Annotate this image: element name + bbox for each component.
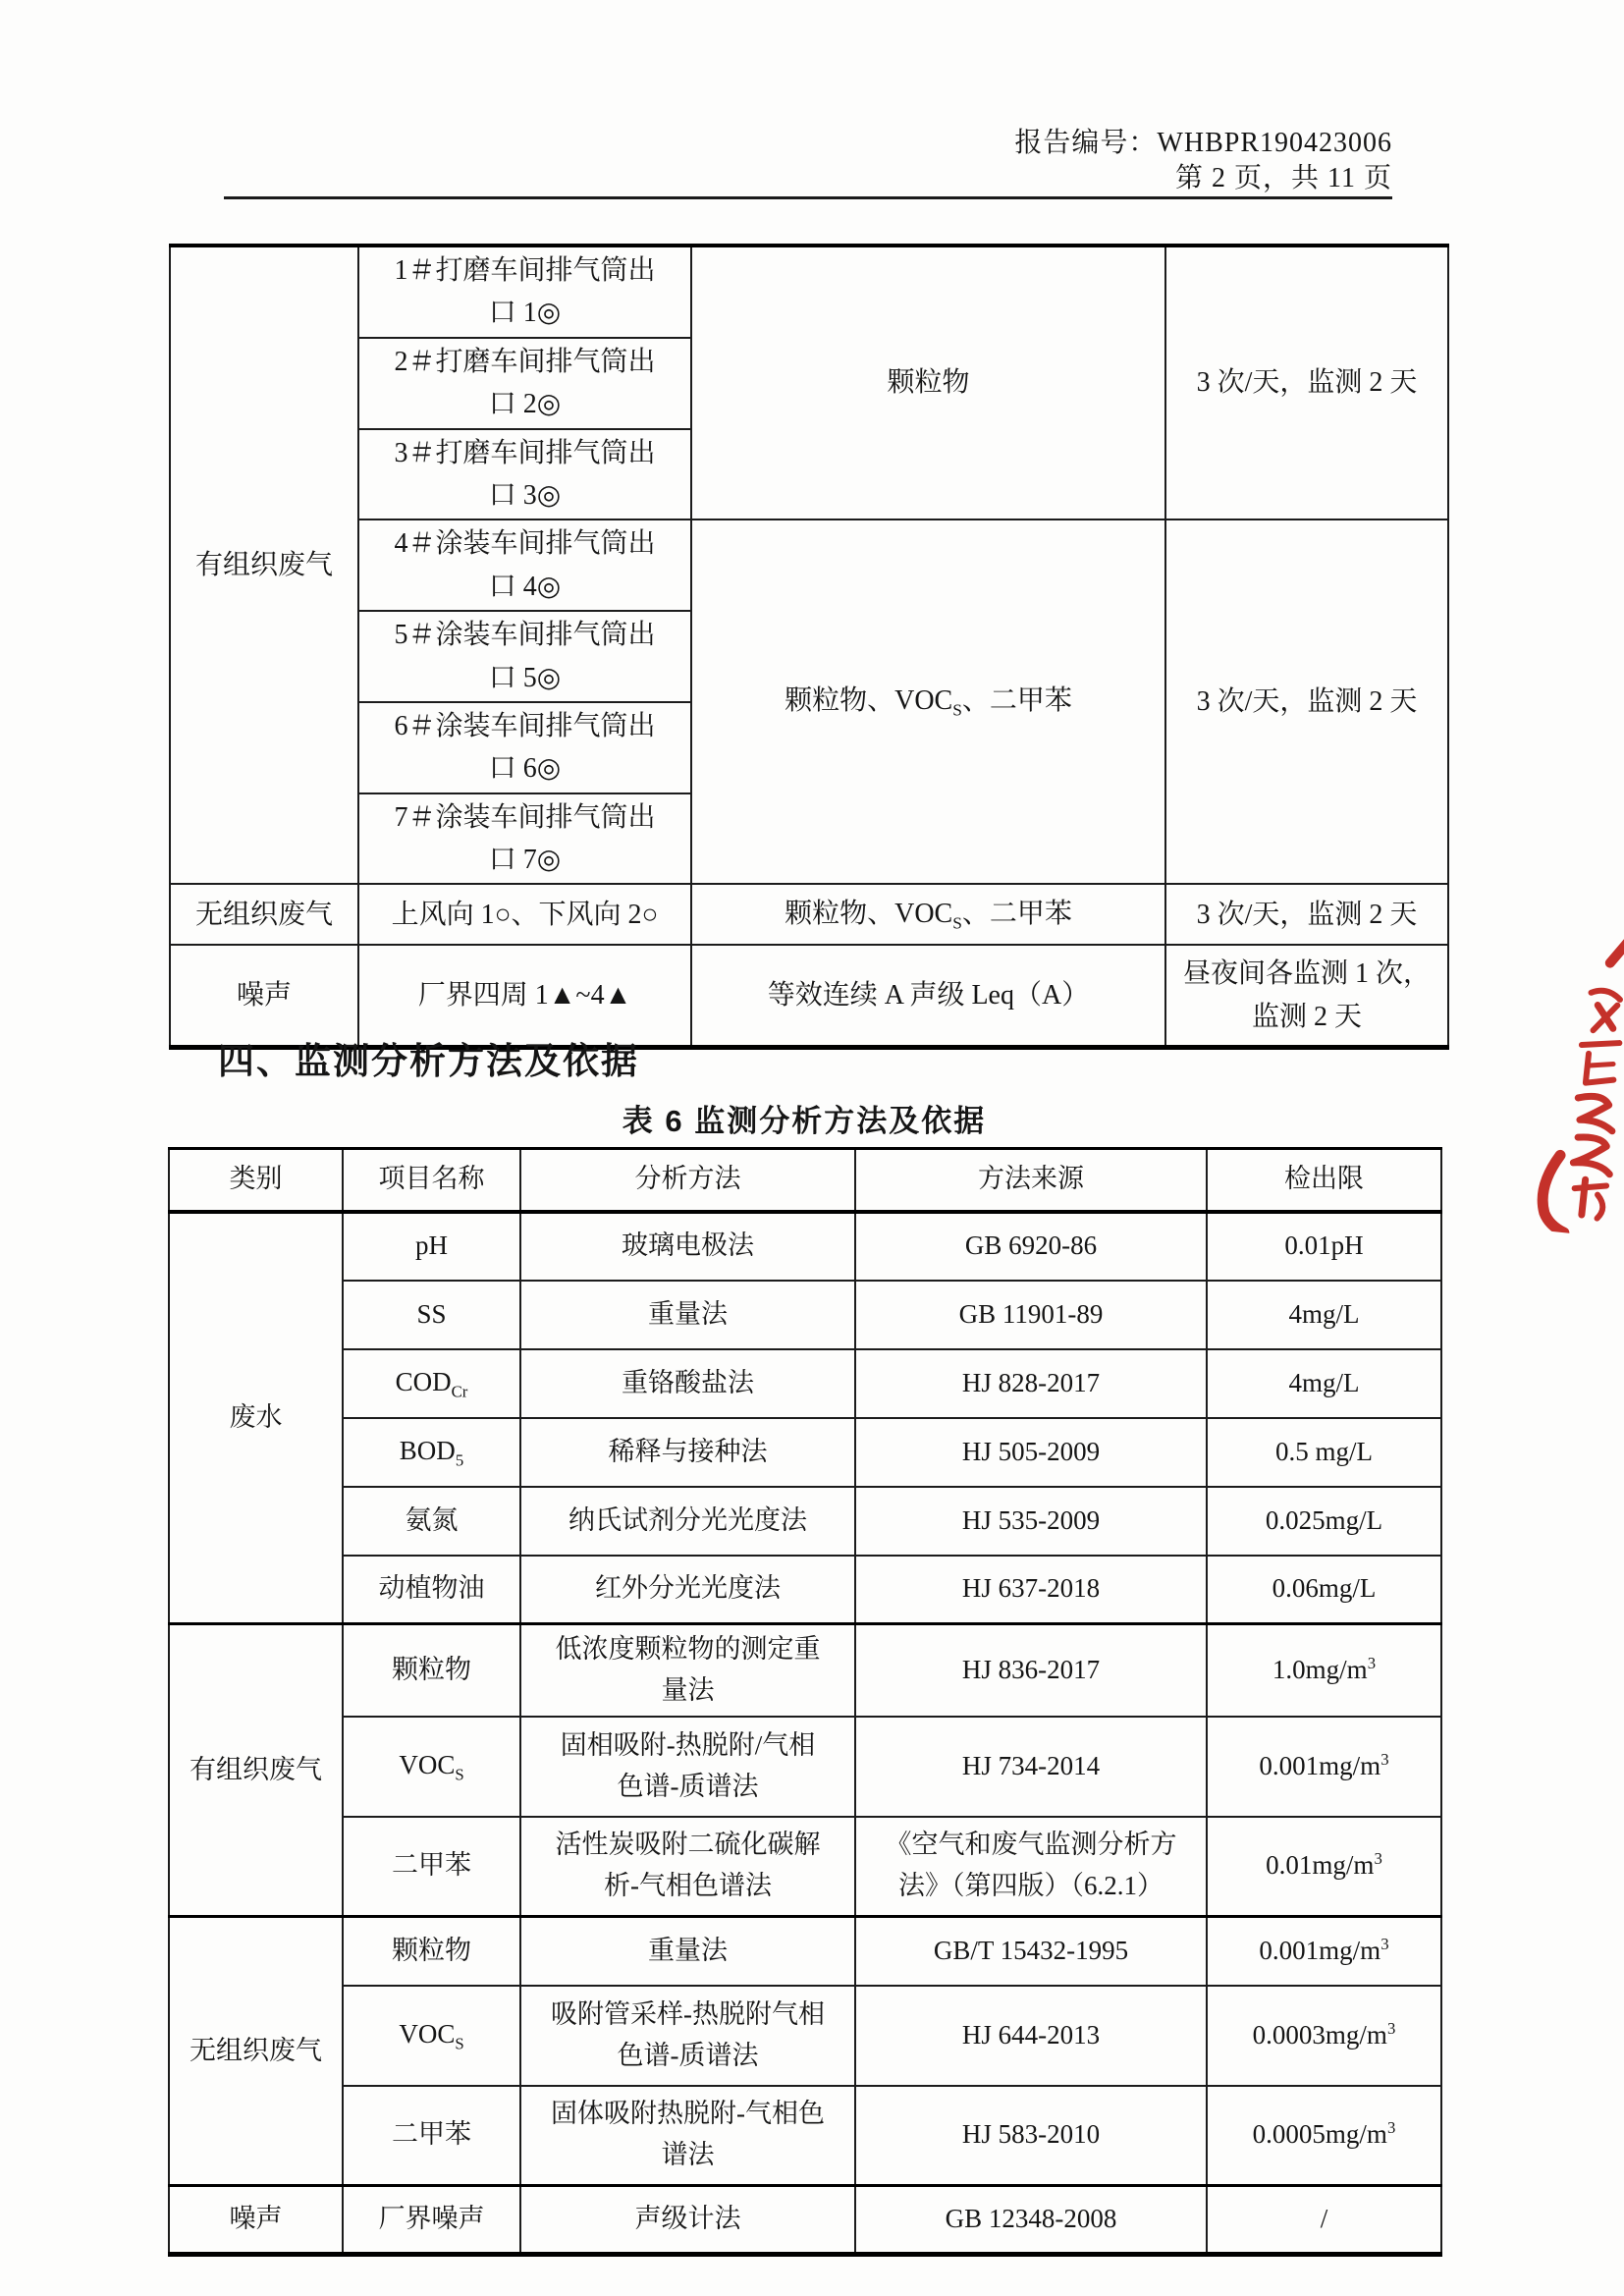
col-header-item: 项目名称 [343,1149,520,1212]
source-cell: HJ 836-2017 [855,1624,1207,1717]
outlet-cell: 6＃涂装车间排气筒出 口 6◎ [358,702,691,793]
method-cell: 声级计法 [520,2186,855,2255]
item-cell: 二甲苯 [343,2086,520,2186]
method-cell: 活性炭吸附二硫化碳解 析-气相色谱法 [520,1817,855,1917]
source-cell: HJ 583-2010 [855,2086,1207,2186]
table-row [169,1418,1441,1487]
item-cell: 二甲苯 [343,1817,520,1917]
category-cell: 无组织废气 [170,884,358,945]
source-cell: GB 6920-86 [855,1212,1207,1281]
item-cell: 氨氮 [343,1487,520,1556]
limit-cell: 0.01pH [1207,1212,1441,1281]
method-cell: 固相吸附-热脱附/气相 色谱-质谱法 [520,1717,855,1817]
method-cell: 固体吸附热脱附-气相色 谱法 [520,2086,855,2186]
frequency-cell: 3 次/天，监测 2 天 [1165,884,1448,945]
method-cell: 吸附管采样-热脱附气相 色谱-质谱法 [520,1986,855,2086]
category-cell: 废水 [169,1212,343,1624]
table-row [169,1281,1441,1349]
items-cell: 等效连续 A 声级 Leq（A） [691,945,1165,1047]
outlet-cell: 7＃涂装车间排气筒出 口 7◎ [358,793,691,885]
item-cell: 动植物油 [343,1556,520,1624]
points-cell: 上风向 1○、下风向 2○ [358,884,691,945]
category-cell: 有组织废气 [170,246,358,884]
points-cell: 厂界四周 1▲~4▲ [358,945,691,1047]
category-cell: 噪声 [169,2186,343,2255]
table-row [169,1556,1441,1624]
header-divider [224,196,1392,199]
table-row [169,1349,1441,1418]
frequency-cell: 3 次/天，监测 2 天 [1165,246,1448,519]
col-header-source: 方法来源 [855,1149,1207,1212]
category-cell: 无组织废气 [169,1917,343,2186]
frequency-cell: 3 次/天，监测 2 天 [1165,519,1448,884]
method-cell: 重量法 [520,1917,855,1986]
item-cell: 厂界噪声 [343,2186,520,2255]
source-cell: HJ 637-2018 [855,1556,1207,1624]
table-row [169,1487,1441,1556]
source-cell: GB/T 15432-1995 [855,1917,1207,1986]
source-cell: HJ 505-2009 [855,1418,1207,1487]
method-cell: 重铬酸盐法 [520,1349,855,1418]
method-cell: 纳氏试剂分光光度法 [520,1487,855,1556]
limit-cell: / [1207,2186,1441,2255]
limit-cell: 4mg/L [1207,1349,1441,1418]
method-cell: 低浓度颗粒物的测定重 量法 [520,1624,855,1717]
outlet-cell: 2＃打磨车间排气筒出 口 2◎ [358,338,691,429]
limit-cell: 4mg/L [1207,1281,1441,1349]
page-header [589,126,1392,196]
table-row [169,2186,1441,2255]
item-cell: 颗粒物 [343,1624,520,1717]
table-row [169,1212,1441,1281]
category-cell: 有组织废气 [169,1624,343,1917]
limit-cell: $0.0003mg/m^3$ [1207,1986,1441,2086]
category-cell: 噪声 [170,945,358,1047]
outlet-cell: 5＃涂装车间排气筒出 口 5◎ [358,611,691,702]
page-number: 第 2 页，共 11 页 [1175,163,1392,193]
table-row [170,246,1448,338]
source-cell: GB 12348-2008 [855,2186,1207,2255]
limit-cell: 0.5 mg/L [1207,1418,1441,1487]
items-cell: 颗粒物 [691,246,1165,519]
limit-cell: $0.0005mg/m^3$ [1207,2086,1441,2186]
items-cell: 颗粒物、$VOC_S$、二甲苯 [691,884,1165,945]
method-cell: 重量法 [520,1281,855,1349]
limit-cell: $0.001mg/m^3$ [1207,1717,1441,1817]
source-cell: HJ 535-2009 [855,1487,1207,1556]
method-cell: 稀释与接种法 [520,1418,855,1487]
col-header-limit: 检出限 [1207,1149,1441,1212]
col-header-category: 类别 [169,1149,343,1212]
limit-cell: $0.01mg/m^3$ [1207,1817,1441,1917]
item-cell: $BOD_5$ [343,1418,520,1487]
table-header-row [169,1149,1441,1212]
limit-cell: $1.0mg/m^3$ [1207,1624,1441,1717]
monitoring-plan-table [169,244,1449,1050]
source-cell: 《空气和废气监测分析方 法》（第四版）（6.2.1） [855,1817,1207,1917]
table-row [170,884,1448,945]
limit-cell: 0.025mg/L [1207,1487,1441,1556]
item-cell: $VOC_S$ [343,1717,520,1817]
limit-cell: $0.001mg/m^3$ [1207,1917,1441,1986]
outlet-cell: 1＃打磨车间排气筒出 口 1◎ [358,246,691,338]
item-cell: $VOC_S$ [343,1986,520,2086]
item-cell: pH [343,1212,520,1281]
method-cell: 玻璃电极法 [520,1212,855,1281]
table-row [169,1986,1441,2086]
red-seal-stamp [1523,906,1624,1241]
table6-caption: 表 6 监测分析方法及依据 [622,1104,987,1138]
table-row [169,1717,1441,1817]
analysis-methods-table [168,1147,1442,2257]
table-row [170,519,1448,611]
outlet-cell: 4＃涂装车间排气筒出 口 4◎ [358,519,691,611]
source-cell: HJ 644-2013 [855,1986,1207,2086]
frequency-cell: 昼夜间各监测 1 次， 监测 2 天 [1165,945,1448,1047]
item-cell: $COD_{Cr}$ [343,1349,520,1418]
table-row [169,1624,1441,1717]
limit-cell: 0.06mg/L [1207,1556,1441,1624]
source-cell: GB 11901-89 [855,1281,1207,1349]
section-title: 四、监测分析方法及依据 [218,1041,639,1081]
outlet-cell: 3＃打磨车间排气筒出 口 3◎ [358,429,691,520]
source-cell: HJ 734-2014 [855,1717,1207,1817]
table-row [169,2086,1441,2186]
item-cell: SS [343,1281,520,1349]
item-cell: 颗粒物 [343,1917,520,1986]
items-cell: 颗粒物、$VOC_S$、二甲苯 [691,519,1165,884]
method-cell: 红外分光光度法 [520,1556,855,1624]
report-number: 报告编号：WHBPR190423006 [1014,128,1392,158]
table-row [169,1817,1441,1917]
table-row [169,1917,1441,1986]
source-cell: HJ 828-2017 [855,1349,1207,1418]
col-header-method: 分析方法 [520,1149,855,1212]
